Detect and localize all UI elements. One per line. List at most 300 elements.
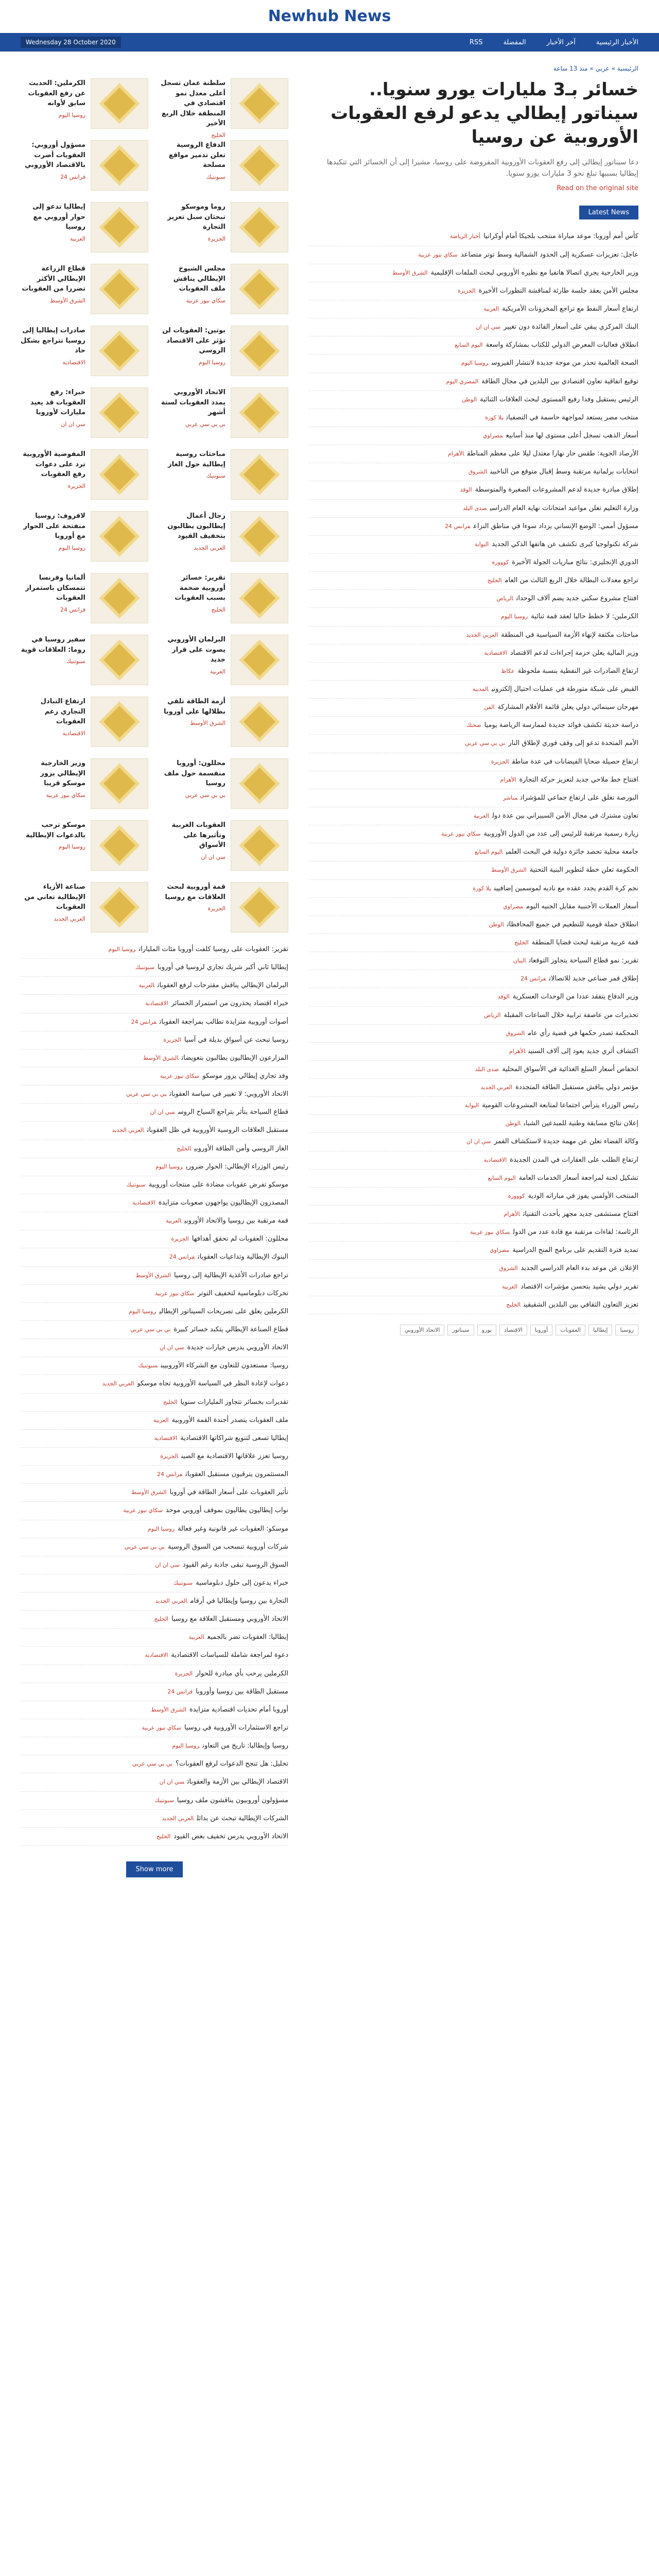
list-item[interactable]: [21, 1484, 288, 1502]
list-item[interactable]: [21, 1665, 288, 1683]
news-headline-link[interactable]: خبراء يدعون إلى حلول دبلوماسية: [196, 1579, 288, 1587]
related-card[interactable]: [21, 449, 148, 500]
related-card[interactable]: [21, 635, 148, 685]
list-item[interactable]: [21, 1321, 288, 1339]
nav-item-favorites[interactable]: المفضلة: [503, 38, 526, 46]
card-thumbnail[interactable]: [91, 264, 148, 314]
news-headline-link[interactable]: ارتفاع أسعار النفط مع تراجع المخزونات الأمريكية: [502, 305, 638, 313]
news-headline-link[interactable]: السوق الروسية تبقى جاذبة رغم القيود: [182, 1561, 288, 1569]
list-item[interactable]: [309, 536, 638, 554]
news-headline-link[interactable]: أسعار العملات الأجنبية مقابل الجنيه اليوم: [526, 902, 638, 910]
related-card[interactable]: [161, 326, 288, 376]
news-headline-link[interactable]: قمة مرتقبة بين روسيا والاتحاد الأوروبي: [184, 1217, 288, 1225]
card-title[interactable]: لافروف: روسيا منفتحة على الحوار مع أوروبا: [23, 512, 85, 540]
news-headline-link[interactable]: تحذيرات من عاصفة ترابية خلال الساعات المقبلة: [504, 1011, 638, 1019]
card-title[interactable]: المفوضية الأوروبية ترد على دعوات رفع العقوبات: [23, 450, 85, 478]
related-card[interactable]: [21, 820, 148, 871]
list-item[interactable]: [309, 843, 638, 861]
card-thumbnail[interactable]: [91, 511, 148, 562]
news-headline-link[interactable]: أصوات أوروبية متزايدة تطالب بمراجعة العقوبات: [159, 1018, 288, 1026]
list-item[interactable]: [309, 916, 638, 934]
list-item[interactable]: [21, 1683, 288, 1701]
list-item[interactable]: [309, 409, 638, 427]
news-headline-link[interactable]: تقديرات بخسائر تتجاوز المليارات سنويا: [180, 1398, 288, 1406]
news-headline-link[interactable]: تمديد فترة التقديم على برنامج المنح الدراسية: [512, 1246, 638, 1255]
news-headline-link[interactable]: خبراء اقتصاد يحذرون من استمرار الخسائر: [171, 999, 288, 1008]
list-item[interactable]: [21, 1520, 288, 1538]
news-headline-link[interactable]: روسيا تبحث عن أسواق بديلة في آسيا: [184, 1036, 288, 1044]
card-thumbnail[interactable]: [91, 140, 148, 191]
list-item[interactable]: [309, 753, 638, 771]
list-item[interactable]: [309, 1061, 638, 1079]
card-thumbnail[interactable]: [231, 326, 288, 376]
list-item[interactable]: [309, 952, 638, 970]
list-item[interactable]: [309, 391, 638, 409]
list-item[interactable]: [21, 1049, 288, 1067]
news-headline-link[interactable]: إيطاليا ثاني أكبر شريك تجاري لروسيا في أوروبا: [158, 963, 288, 972]
list-item[interactable]: [309, 681, 638, 699]
list-item[interactable]: [309, 626, 638, 645]
list-item[interactable]: [21, 1466, 288, 1484]
news-headline-link[interactable]: شركات أوروبية تنسحب من السوق الروسية: [167, 1543, 288, 1551]
news-headline-link[interactable]: الغاز الروسي وأمن الطاقة الأوروبي: [194, 1144, 288, 1153]
news-headline-link[interactable]: ارتفاع الصادرات غير النفطية بنسبة ملحوظة: [517, 667, 638, 675]
list-item[interactable]: [309, 699, 638, 717]
list-item[interactable]: [309, 970, 638, 988]
card-title[interactable]: أزمة الطاقة تلقي بظلالها على أوروبا: [163, 698, 226, 716]
news-headline-link[interactable]: تراجع معدلات البطالة خلال الربع الثالث من العام: [505, 577, 638, 585]
list-item[interactable]: [309, 645, 638, 663]
card-thumbnail[interactable]: [91, 758, 148, 809]
news-headline-link[interactable]: اكتشاف أثري جديد يعود إلى آلاف السنين: [528, 1047, 638, 1055]
news-headline-link[interactable]: افتتاح مشروع سكني جديد يضم آلاف الوحدات: [516, 595, 638, 603]
news-headline-link[interactable]: انخفاض أسعار السلع الغذائية في الأسواق المحلية: [502, 1065, 638, 1073]
list-item[interactable]: [309, 1278, 638, 1296]
related-card[interactable]: [21, 511, 148, 562]
card-title[interactable]: ألمانيا وفرنسا تتمسكان باستمرار العقوبات: [25, 574, 85, 602]
list-item[interactable]: [309, 318, 638, 336]
list-item[interactable]: [21, 1285, 288, 1303]
list-item[interactable]: [309, 1296, 638, 1314]
list-item[interactable]: [21, 1430, 288, 1448]
news-headline-link[interactable]: محللون: العقوبات لم تحقق أهدافها: [192, 1235, 288, 1243]
card-thumbnail[interactable]: [231, 264, 288, 314]
news-headline-link[interactable]: المنتخب الأولمبي يفوز في مباراته الودية: [528, 1192, 638, 1200]
news-headline-link[interactable]: الشركات الإيطالية تبحث عن بدائل: [197, 1814, 288, 1822]
news-headline-link[interactable]: تقرير: نمو قطاع السياحة يتجاوز التوقعات: [529, 957, 638, 965]
list-item[interactable]: [309, 518, 638, 536]
card-title[interactable]: قطاع الزراعة الإيطالي الأكثر تضررا من العقوبات: [22, 265, 85, 293]
news-headline-link[interactable]: دراسة حديثة تكشف فوائد جديدة لممارسة الرياضة يوميا: [484, 721, 638, 730]
card-thumbnail[interactable]: [231, 697, 288, 747]
list-item[interactable]: [309, 1188, 638, 1206]
news-headline-link[interactable]: إطلاق مبادرة جديدة لدعم المشروعات الصغيرة والمتوسطة: [475, 486, 638, 494]
news-headline-link[interactable]: المحكمة تصدر حكمها في قضية رأي عام: [528, 1029, 638, 1037]
list-item[interactable]: [21, 1773, 288, 1791]
list-item[interactable]: [309, 1170, 638, 1188]
card-thumbnail[interactable]: [231, 758, 288, 809]
news-headline-link[interactable]: توقيع اتفاقية تعاون اقتصادي بين البلدين في مجال الطاقة: [481, 377, 638, 385]
list-item[interactable]: [309, 336, 638, 354]
list-item[interactable]: [21, 1086, 288, 1104]
news-headline-link[interactable]: الصحة العالمية تحذر من موجة جديدة لانتشار الفيروس: [491, 359, 638, 367]
card-title[interactable]: تقرير: خسائر أوروبية ضخمة بسبب العقوبات: [175, 574, 226, 602]
card-thumbnail[interactable]: [91, 387, 148, 438]
list-item[interactable]: [21, 1574, 288, 1592]
list-item[interactable]: [309, 572, 638, 590]
related-card[interactable]: [161, 697, 288, 747]
news-headline-link[interactable]: مسؤولون أوروبيون يناقشون ملف روسيا: [177, 1796, 288, 1804]
news-headline-link[interactable]: وزارة التعليم تعلن مواعيد امتحانات نهاية العام الدراسي: [490, 504, 638, 512]
list-item[interactable]: [21, 1031, 288, 1049]
list-item[interactable]: [309, 1097, 638, 1115]
news-headline-link[interactable]: انطلاق حملة قومية للتطعيم في جميع المحافظات: [507, 920, 638, 928]
list-item[interactable]: [21, 1176, 288, 1194]
card-title[interactable]: البرلمان الأوروبي يصوت على قرار جديد: [167, 636, 226, 664]
list-item[interactable]: [309, 354, 638, 372]
news-headline-link[interactable]: وفد تجاري إيطالي يزور موسكو: [202, 1072, 288, 1080]
related-card[interactable]: [161, 635, 288, 685]
list-item[interactable]: [309, 807, 638, 825]
tag-link[interactable]: روسيا: [615, 1325, 638, 1335]
tag-link[interactable]: إيطاليا: [588, 1325, 613, 1335]
news-headline-link[interactable]: المزارعون الإيطاليون يطالبون بتعويضات: [181, 1054, 288, 1062]
related-card[interactable]: [21, 697, 148, 747]
list-item[interactable]: [21, 1303, 288, 1321]
list-item[interactable]: [21, 1755, 288, 1773]
list-item[interactable]: [309, 1242, 638, 1260]
card-title[interactable]: مجلس الشيوخ الإيطالي يناقش ملف العقوبات: [173, 265, 226, 293]
news-headline-link[interactable]: الرئيس يستقبل وفدا رفيع المستوى لبحث العلاقات الثنائية: [480, 395, 638, 403]
news-headline-link[interactable]: روسيا تعزز علاقاتها الاقتصادية مع الصين: [181, 1452, 288, 1460]
news-headline-link[interactable]: افتتاح خط ملاحي جديد لتعزيز حركة التجارة: [519, 775, 638, 784]
list-item[interactable]: [21, 1538, 288, 1556]
card-title[interactable]: قمة أوروبية لبحث العلاقات مع روسيا: [165, 883, 226, 901]
list-item[interactable]: [21, 1810, 288, 1828]
card-thumbnail[interactable]: [231, 511, 288, 562]
tag-link[interactable]: يورو: [477, 1325, 496, 1335]
news-headline-link[interactable]: تعزيز التعاون الثقافي بين البلدين الشقيقين: [524, 1300, 638, 1309]
card-title[interactable]: الاتحاد الأوروبي يمدد العقوبات لستة أشهر: [161, 388, 226, 416]
tag-link[interactable]: أوروبا: [530, 1325, 552, 1335]
card-thumbnail[interactable]: [231, 202, 288, 252]
list-item[interactable]: [309, 717, 638, 735]
list-item[interactable]: [309, 246, 638, 264]
news-headline-link[interactable]: الاتحاد الأوروبي يدرس خيارات جديدة: [187, 1344, 288, 1352]
card-title[interactable]: الدفاع الروسية تعلن تدمير مواقع مسلحة: [168, 141, 226, 169]
list-item[interactable]: [21, 1267, 288, 1285]
news-headline-link[interactable]: انطلاق فعاليات المعرض الدولي للكتاب بمشاركة واسعة: [485, 341, 638, 349]
news-headline-link[interactable]: مجلس الأمن يعقد جلسة طارئة لمناقشة التطورات الأخيرة: [478, 286, 638, 295]
list-item[interactable]: [21, 1502, 288, 1520]
card-thumbnail[interactable]: [91, 449, 148, 500]
list-item[interactable]: [21, 1122, 288, 1140]
card-thumbnail[interactable]: [231, 78, 288, 129]
news-headline-link[interactable]: وزير الخارجية يجري اتصالا هاتفيا مع نظيره الأوروبي لبحث الملفات الإقليمية: [430, 268, 638, 277]
news-headline-link[interactable]: الإعلان عن موعد بدء العام الدراسي الجديد: [521, 1264, 638, 1273]
list-item[interactable]: [309, 898, 638, 916]
card-title[interactable]: إيطاليا تدعو إلى حوار أوروبي مع روسيا: [32, 203, 85, 231]
card-thumbnail[interactable]: [91, 202, 148, 252]
list-item[interactable]: [309, 663, 638, 681]
list-item[interactable]: [309, 608, 638, 626]
list-item[interactable]: [21, 1792, 288, 1810]
list-item[interactable]: [309, 481, 638, 499]
list-item[interactable]: [21, 1701, 288, 1719]
list-item[interactable]: [21, 1592, 288, 1611]
list-item[interactable]: [21, 1248, 288, 1266]
news-headline-link[interactable]: تعاون مشترك في مجال الأمن السيبراني بين عدة دول: [492, 811, 638, 820]
news-headline-link[interactable]: البرلمان الإيطالي يناقش مقترحات لرفع العقوبات: [157, 981, 288, 990]
card-title[interactable]: محللون: أوروبا منقسمة حول ملف روسيا: [164, 759, 226, 787]
related-card[interactable]: [21, 387, 148, 438]
related-card[interactable]: [161, 882, 288, 933]
news-headline-link[interactable]: مباحثات مكثفة لإنهاء الأزمة السياسية في المنطقة: [501, 631, 638, 639]
card-thumbnail[interactable]: [91, 697, 148, 747]
news-headline-link[interactable]: رئيس الوزراء يترأس اجتماعا لمتابعة المشروعات القومية: [482, 1101, 638, 1110]
news-headline-link[interactable]: تقرير دولي يشيد بتحسن مؤشرات الاقتصاد: [521, 1282, 638, 1291]
breadcrumb[interactable]: الرئيسية » عربي » منذ 13 ساعة: [553, 65, 638, 72]
news-headline-link[interactable]: أوروبا أمام تحديات اقتصادية متزايدة: [189, 1705, 288, 1714]
list-item[interactable]: [309, 264, 638, 282]
card-title[interactable]: سلطنة عمان تسجل أعلى معدل نمو اقتصادي في المنطقة خلال الربع الأخير: [161, 79, 226, 127]
card-title[interactable]: وزير الخارجية الإيطالي يزور موسكو قريبا: [40, 759, 85, 787]
card-title[interactable]: روما وموسكو تبحثان سبل تعزيز التجارة: [167, 203, 226, 231]
news-headline-link[interactable]: الرئاسة: لقاءات مرتقبة مع قادة عدد من الدول: [513, 1228, 638, 1236]
related-card[interactable]: [21, 573, 148, 623]
related-card[interactable]: [161, 511, 288, 562]
news-headline-link[interactable]: الدوري الإنجليزي: نتائج مباريات الجولة الأخيرة: [512, 558, 638, 566]
card-thumbnail[interactable]: [91, 820, 148, 871]
news-headline-link[interactable]: الكرملين يعلق على تصريحات السيناتور الإيطالي: [159, 1307, 288, 1315]
related-card[interactable]: [161, 140, 288, 191]
tag-link[interactable]: الاقتصاد: [499, 1325, 527, 1335]
list-item[interactable]: [309, 300, 638, 318]
news-headline-link[interactable]: قطاع السياحة يتأثر بتراجع السياح الروس: [178, 1108, 288, 1116]
card-title[interactable]: ارتفاع التبادل التجاري رغم العقوبات: [40, 698, 85, 725]
card-thumbnail[interactable]: [91, 78, 148, 129]
news-headline-link[interactable]: البورصة تغلق على ارتفاع جماعي للمؤشرات: [521, 793, 638, 802]
list-item[interactable]: [21, 1140, 288, 1158]
original-source-link[interactable]: Read on the original site: [557, 184, 638, 193]
news-headline-link[interactable]: إعلان نتائج مسابقة وطنية للمبدعين الشباب: [524, 1120, 638, 1128]
news-headline-link[interactable]: ارتفاع الطلب على العقارات في المدن الجديدة: [510, 1156, 638, 1164]
list-item[interactable]: [21, 1647, 288, 1665]
related-card[interactable]: [21, 882, 148, 933]
news-headline-link[interactable]: الحكومة تعلن خطة لتطوير البنية التحتية: [529, 866, 638, 874]
list-item[interactable]: [309, 282, 638, 300]
news-headline-link[interactable]: قطاع الصناعة الإيطالي يتكبد خسائر كبيرة: [174, 1325, 288, 1333]
news-headline-link[interactable]: رئيس الوزراء الإيطالي: الحوار ضروري: [186, 1162, 288, 1171]
news-headline-link[interactable]: ارتفاع حصيلة ضحايا الفيضانات في عدة مناطق: [512, 757, 638, 766]
news-headline-link[interactable]: منتخب مصر يستعد لمواجهة حاسمة في التصفيات: [506, 413, 638, 421]
list-item[interactable]: [309, 590, 638, 608]
news-headline-link[interactable]: شركة تكنولوجيا كبرى تكشف عن هاتفها الذكي الجديد: [492, 540, 638, 548]
news-headline-link[interactable]: القبض على شبكة متورطة في عمليات احتيال إلكتروني: [491, 685, 638, 693]
list-item[interactable]: [21, 959, 288, 977]
related-card[interactable]: [161, 202, 288, 252]
news-headline-link[interactable]: مسؤول أممي: الوضع الإنساني يزداد سوءا في مناطق النزاع: [473, 522, 638, 530]
list-item[interactable]: [309, 988, 638, 1006]
list-item[interactable]: [21, 941, 288, 959]
list-item[interactable]: [309, 1115, 638, 1133]
news-headline-link[interactable]: الاقتصاد الإيطالي بين الأزمة والعقوبات: [187, 1778, 288, 1786]
list-item[interactable]: [309, 735, 638, 753]
news-headline-link[interactable]: التجارة بين روسيا وإيطاليا في أرقام: [190, 1597, 288, 1605]
news-headline-link[interactable]: إطلاق قمر صناعي جديد للاتصالات: [549, 975, 638, 983]
news-headline-link[interactable]: تقرير: العقوبات على روسيا كلفت أوروبا مئات المليارات: [138, 945, 288, 953]
news-headline-link[interactable]: انتخابات برلمانية مرتقبة وسط إقبال متوقع من الناخبين: [490, 468, 638, 476]
card-title[interactable]: الكرملين: الحديث عن رفع العقوبات سابق لأوانه: [28, 79, 85, 107]
list-item[interactable]: [21, 995, 288, 1013]
card-title[interactable]: العقوبات الغربية وتأثيرها على الأسواق: [171, 821, 226, 849]
list-item[interactable]: [309, 228, 638, 246]
card-title[interactable]: رجال أعمال إيطاليون يطالبون بتخفيف القيود: [167, 512, 226, 540]
news-headline-link[interactable]: تراجع صادرات الأغذية الإيطالية إلى روسيا: [174, 1271, 288, 1279]
list-item[interactable]: [309, 1079, 638, 1097]
list-item[interactable]: [21, 1629, 288, 1647]
related-card[interactable]: [21, 264, 148, 314]
news-headline-link[interactable]: نجم كرة القدم يجدد عقده مع ناديه لموسمين إضافيين: [494, 884, 638, 892]
nav-item-latest[interactable]: آخر الأخبار: [546, 38, 576, 46]
news-headline-link[interactable]: روسيا وإيطاليا: تاريخ من التعاون: [202, 1742, 288, 1750]
news-headline-link[interactable]: افتتاح مستشفى جديد مجهز بأحدث التقنيات: [523, 1210, 638, 1218]
list-item[interactable]: [309, 861, 638, 879]
news-headline-link[interactable]: وكالة الفضاء تعلن عن مهمة جديدة لاستكشاف القمر: [494, 1138, 638, 1146]
list-item[interactable]: [309, 1025, 638, 1043]
list-item[interactable]: [21, 1339, 288, 1357]
card-thumbnail[interactable]: [91, 326, 148, 376]
list-item[interactable]: [21, 1828, 288, 1846]
news-headline-link[interactable]: المستثمرون يترقبون مستقبل العقوبات: [185, 1470, 288, 1479]
news-headline-link[interactable]: عاجل: تعزيزات عسكرية إلى الحدود الشمالية وسط توتر متصاعد: [460, 250, 638, 259]
list-item[interactable]: [21, 1104, 288, 1122]
news-headline-link[interactable]: إيطاليا تسعى لتنويع شراكاتها الاقتصادية: [180, 1434, 288, 1442]
news-headline-link[interactable]: نواب إيطاليون يطالبون بموقف أوروبي موحد: [165, 1506, 288, 1515]
card-title[interactable]: موسكو ترحب بالدعوات الإيطالية: [26, 821, 85, 839]
news-headline-link[interactable]: دعوات لإعادة النظر في السياسة الأوروبية تجاه موسكو: [137, 1380, 288, 1388]
show-more-button[interactable]: Show more: [126, 1861, 183, 1877]
news-headline-link[interactable]: أسعار الذهب تسجل أعلى مستوى لها منذ أسابيع: [506, 432, 638, 439]
news-headline-link[interactable]: مستقبل الطاقة بين روسيا وأوروبا: [196, 1687, 288, 1696]
list-item[interactable]: [309, 1151, 638, 1170]
list-item[interactable]: [309, 554, 638, 572]
news-headline-link[interactable]: مؤتمر دولي يناقش مستقبل الطاقة المتجددة: [515, 1083, 638, 1092]
card-thumbnail[interactable]: [231, 882, 288, 933]
site-logo[interactable]: Newhub News: [268, 7, 391, 25]
list-item[interactable]: [21, 1194, 288, 1212]
news-headline-link[interactable]: تحركات دبلوماسية لتخفيف التوتر: [197, 1289, 288, 1297]
news-headline-link[interactable]: ملف العقوبات يتصدر أجندة القمة الأوروبية: [171, 1416, 288, 1424]
card-thumbnail[interactable]: [231, 573, 288, 623]
news-headline-link[interactable]: تأثير العقوبات على أسعار الطاقة في أوروبا: [169, 1488, 288, 1497]
list-item[interactable]: [21, 1158, 288, 1176]
card-title[interactable]: صناعة الأزياء الإيطالية تعاني من العقوبات: [24, 883, 85, 911]
news-headline-link[interactable]: الاتحاد الأوروبي ومستقبل العلاقة مع روسيا: [171, 1615, 288, 1623]
list-item[interactable]: [309, 1043, 638, 1061]
list-item[interactable]: [21, 1719, 288, 1737]
list-item[interactable]: [21, 1230, 288, 1248]
card-thumbnail[interactable]: [91, 882, 148, 933]
related-card[interactable]: [161, 449, 288, 500]
list-item[interactable]: [309, 880, 638, 898]
card-title[interactable]: سفير روسيا في روما: العلاقات قوية: [21, 636, 85, 654]
related-card[interactable]: [161, 820, 288, 871]
news-headline-link[interactable]: الأمم المتحدة تدعو إلى وقف فوري لإطلاق النار: [508, 739, 638, 748]
news-headline-link[interactable]: موسكو: العقوبات غير قانونية وغير فعالة: [178, 1524, 288, 1533]
list-item[interactable]: [309, 1133, 638, 1151]
news-headline-link[interactable]: الاتحاد الأوروبي يدرس تخفيف بعض القيود: [174, 1832, 288, 1840]
list-item[interactable]: [21, 1375, 288, 1393]
news-headline-link[interactable]: مستقبل العلاقات الروسية الأوروبية في ظل العقوبات: [147, 1126, 288, 1134]
news-headline-link[interactable]: إيطاليا: العقوبات تضر بالجميع: [207, 1633, 288, 1641]
news-headline-link[interactable]: قمة عربية مرتقبة لبحث قضايا المنطقة: [531, 938, 638, 946]
card-title[interactable]: خبراء: رفع العقوبات قد يعيد مليارات لأوروبا: [30, 388, 85, 416]
related-card[interactable]: [21, 78, 148, 129]
related-card[interactable]: [161, 264, 288, 314]
news-headline-link[interactable]: روسيا: مستعدون للتعاون مع الشركاء الأوروبيين: [161, 1362, 288, 1370]
list-item[interactable]: [21, 1412, 288, 1430]
nav-item-rss[interactable]: RSS: [469, 38, 483, 46]
news-headline-link[interactable]: وزير المالية يعلن حزمة إجراءات لدعم الاقتصاد: [510, 649, 638, 657]
news-headline-link[interactable]: الكرملين يرحب بأي مبادرة للحوار: [196, 1669, 288, 1677]
related-card[interactable]: [21, 202, 148, 252]
list-item[interactable]: [309, 825, 638, 843]
news-headline-link[interactable]: موسكو تفرض عقوبات مضادة على منتجات أوروبية: [148, 1180, 288, 1189]
list-item[interactable]: [21, 1013, 288, 1031]
card-thumbnail[interactable]: [231, 140, 288, 191]
card-thumbnail[interactable]: [231, 449, 288, 500]
list-item[interactable]: [309, 500, 638, 518]
related-card[interactable]: [161, 387, 288, 438]
news-headline-link[interactable]: تشكيل لجنة لمراجعة أسعار الخدمات العامة: [518, 1174, 638, 1182]
list-item[interactable]: [309, 1206, 638, 1224]
news-headline-link[interactable]: تحليل: هل تنجح الدعوات لرفع العقوبات؟: [176, 1760, 288, 1768]
list-item[interactable]: [21, 977, 288, 995]
news-headline-link[interactable]: وزير الدفاع يتفقد عددا من الوحدات العسكرية: [512, 993, 638, 1001]
card-thumbnail[interactable]: [231, 387, 288, 438]
list-item[interactable]: [309, 427, 638, 445]
list-item[interactable]: [309, 934, 638, 952]
news-headline-link[interactable]: المصدرون الإيطاليون يواجهون صعوبات متزايدة: [158, 1198, 288, 1207]
card-thumbnail[interactable]: [91, 635, 148, 685]
list-item[interactable]: [309, 789, 638, 807]
list-item[interactable]: [309, 1007, 638, 1025]
list-item[interactable]: [309, 1224, 638, 1242]
related-card[interactable]: [21, 758, 148, 809]
news-headline-link[interactable]: تراجع الاستثمارات الأوروبية في روسيا: [184, 1724, 288, 1732]
news-headline-link[interactable]: دعوة لمراجعة شاملة للسياسات الاقتصادية: [171, 1651, 288, 1659]
news-headline-link[interactable]: الكرملين: لا خطط حاليا لعقد قمة ثنائية: [531, 613, 638, 621]
news-headline-link[interactable]: زيارة رسمية مرتقبة للرئيس إلى عدد من الدول الأوروبية: [483, 830, 638, 838]
list-item[interactable]: [21, 1394, 288, 1412]
news-headline-link[interactable]: البنك المركزي يبقي على أسعار الفائدة دون تغيير: [504, 323, 638, 331]
news-headline-link[interactable]: كأس أمم أوروبا: موعد مباراة منتخب بلجيكا أمام أوكرانيا: [483, 232, 638, 241]
news-headline-link[interactable]: مهرجان سينمائي دولي يعلن قائمة الأفلام المشاركة: [497, 703, 638, 711]
list-item[interactable]: [21, 1448, 288, 1466]
card-thumbnail[interactable]: [91, 573, 148, 623]
list-item[interactable]: [309, 771, 638, 789]
news-headline-link[interactable]: جامعة محلية تحصد جائزة دولية في البحث العلمي: [506, 848, 638, 856]
list-item[interactable]: [21, 1067, 288, 1086]
card-title[interactable]: مباحثات روسية إيطالية حول الغاز: [168, 450, 226, 468]
list-item[interactable]: [309, 445, 638, 463]
list-item[interactable]: [309, 373, 638, 391]
tag-link[interactable]: الاتحاد الأوروبي: [400, 1325, 445, 1335]
news-headline-link[interactable]: البنوك الإيطالية وتداعيات العقوبات: [198, 1253, 288, 1261]
list-item[interactable]: [21, 1357, 288, 1375]
related-card[interactable]: [161, 78, 288, 139]
